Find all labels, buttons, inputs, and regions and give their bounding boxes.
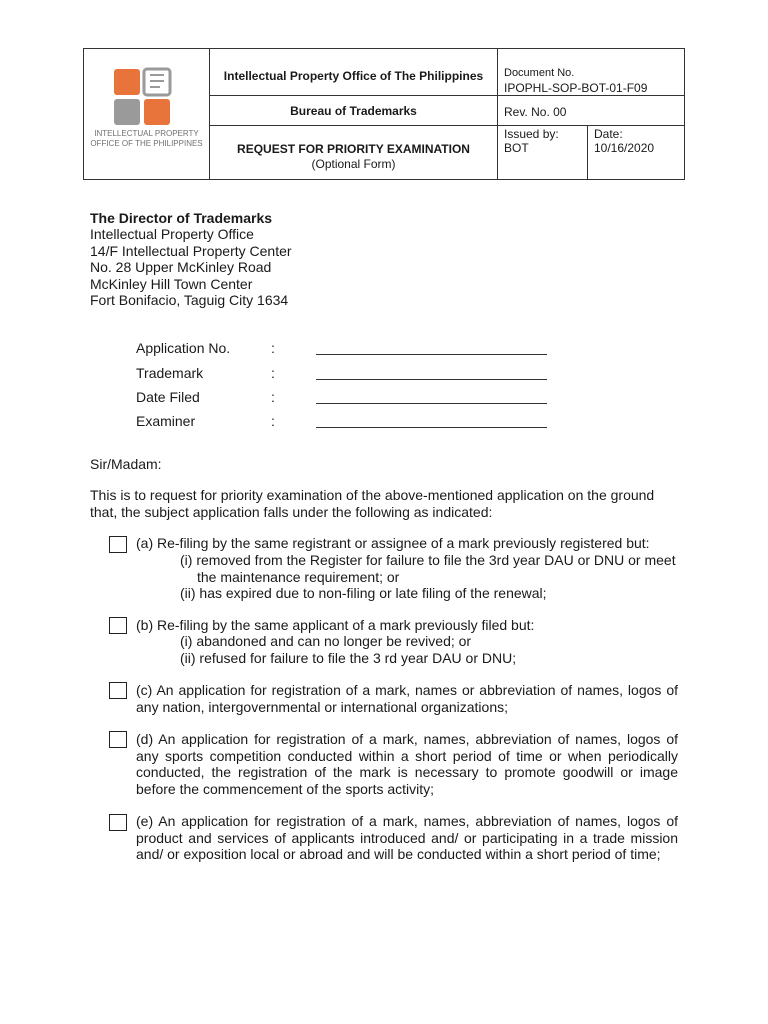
examiner-field[interactable] [316, 427, 547, 428]
issued-by-label: Issued by: [504, 127, 559, 141]
trademark-label: Trademark [136, 365, 204, 381]
option-a-text: (a) Re-filing by the same registrant or assignee of a mark previously registered but: [136, 535, 650, 551]
logo-mark-icon [84, 59, 209, 139]
addressee-line: Intellectual Property Office [90, 226, 254, 242]
option-b-sub-i: (i) abandoned and can no longer be revived; or [180, 633, 472, 649]
date-label: Date: [594, 127, 623, 141]
form-title: REQUEST FOR PRIORITY EXAMINATION [237, 142, 470, 156]
application-no-label: Application No. [136, 340, 231, 356]
salutation: Sir/Madam: [90, 456, 162, 472]
option-c-text: (c) An application for registration of a mark, names or abbreviation of names, logos of any nation, intergovernmental or international organizations; [136, 682, 678, 715]
logo-text-line: OFFICE OF THE PHILIPPINES [90, 138, 203, 148]
document-header [83, 48, 685, 180]
examiner-label: Examiner [136, 413, 196, 429]
addressee-line: No. 28 Upper McKinley Road [90, 259, 272, 275]
form-subtitle: (Optional Form) [311, 157, 396, 171]
option-a-sub-i: (i) removed from the Register for failure to file the 3rd year DAU or DNU or meet [180, 552, 676, 568]
option-b-checkbox[interactable] [109, 617, 127, 634]
option-e-checkbox[interactable] [109, 814, 127, 831]
addressee-line: Fort Bonifacio, Taguig City 1634 [90, 292, 289, 308]
bureau-name: Bureau of Trademarks [290, 104, 417, 118]
header-divider [209, 95, 684, 96]
header-divider [587, 125, 588, 179]
trademark-field[interactable] [316, 379, 547, 380]
option-a-sub-ii: (ii) has expired due to non-filing or late filing of the renewal; [180, 585, 547, 601]
application-no-field[interactable] [316, 354, 547, 355]
header-divider [209, 125, 684, 126]
option-c-checkbox[interactable] [109, 682, 127, 699]
field-colon: : [271, 413, 275, 429]
option-a-sub-i-cont: the maintenance requirement; or [197, 569, 400, 585]
logo-text [84, 129, 209, 148]
date-value: 10/16/2020 [594, 141, 655, 155]
ipophl-logo [84, 49, 209, 179]
option-d-text: (d) An application for registration of a mark, names, abbreviation of names, logos of any sports competition conducted within a short period of time or when periodically conducted, the registration of the mark is necessary to promote goodwill or image before the commencement of the sports activity; [136, 731, 678, 797]
option-b-text: (b) Re-filing by the same applicant of a mark previously filed but: [136, 617, 535, 633]
option-a-checkbox[interactable] [109, 536, 127, 553]
date-filed-field[interactable] [316, 403, 547, 404]
issued-by-value: BOT [504, 141, 529, 155]
option-d-checkbox[interactable] [109, 731, 127, 748]
header-divider [497, 49, 498, 179]
revision-number: Rev. No. 00 [504, 105, 567, 119]
field-colon: : [271, 340, 275, 356]
addressee-line: McKinley Hill Town Center [90, 276, 253, 292]
office-name: Intellectual Property Office of The Philippines [223, 69, 484, 83]
option-b-sub-ii: (ii) refused for failure to file the 3 rd year DAU or DNU; [180, 650, 517, 666]
intro-paragraph: This is to request for priority examination of the above-mentioned application on the ground that, the subject application falls under the following as indicated: [90, 487, 655, 520]
logo-text-line: INTELLECTUAL PROPERTY [94, 129, 199, 138]
addressee-title: The Director of Trademarks [90, 210, 273, 226]
document-no-label: Document No. [504, 67, 575, 79]
field-colon: : [271, 365, 275, 381]
addressee-line: 14/F Intellectual Property Center [90, 243, 292, 259]
document-no-value: IPOPHL-SOP-BOT-01-F09 [504, 81, 648, 95]
field-colon: : [271, 389, 275, 405]
date-filed-label: Date Filed [136, 389, 200, 405]
option-e-text: (e) An application for registration of a mark, names, abbreviation of names, logos of product and services of applicants introduced and/ or participating in a trade mission and/ or exposition local or abroad and will be conducted within a short period of time; [136, 813, 678, 862]
